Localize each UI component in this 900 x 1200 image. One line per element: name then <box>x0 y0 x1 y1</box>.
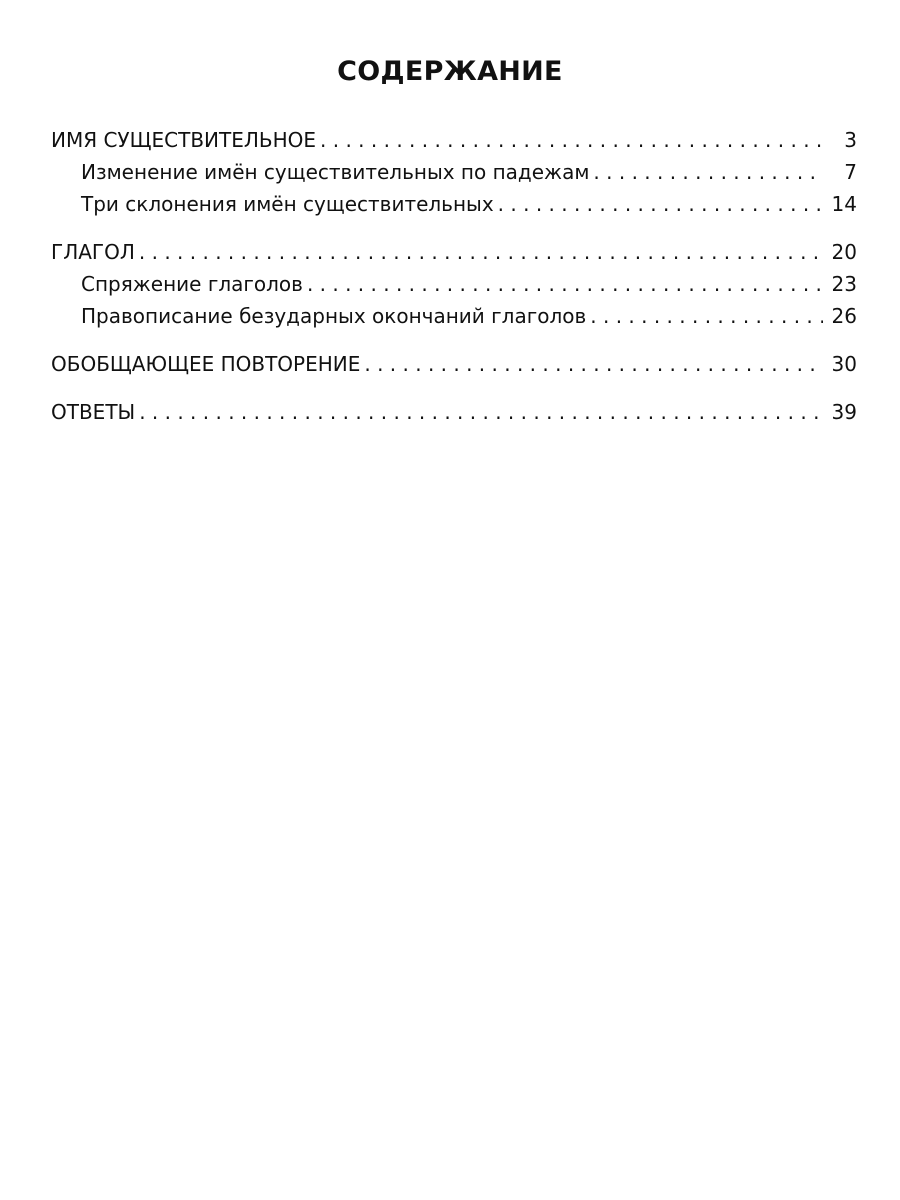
toc-subentry-label: Правописание безударных окончаний глаголов <box>81 304 587 328</box>
dot-leader <box>593 156 823 188</box>
dot-leader <box>364 348 823 380</box>
toc-subentry-page: 7 <box>844 160 857 184</box>
dot-leader <box>307 268 823 300</box>
toc-entry-page: 39 <box>831 400 857 424</box>
toc-entry-page: 20 <box>831 240 857 264</box>
toc-subentry[interactable] <box>51 188 857 220</box>
dot-leader <box>320 124 823 156</box>
dot-leader <box>590 300 823 332</box>
toc-entry-label: ИМЯ СУЩЕСТВИТЕЛЬНОЕ <box>51 128 317 152</box>
toc-subentry-page: 23 <box>831 272 857 296</box>
toc-subentry-page: 26 <box>831 304 857 328</box>
toc-entry[interactable] <box>51 236 857 268</box>
toc-subentry-page: 14 <box>831 192 857 216</box>
toc-entry-label: ОТВЕТЫ <box>51 400 136 424</box>
toc-entry-label: ОБОБЩАЮЩЕЕ ПОВТОРЕНИЕ <box>51 352 361 376</box>
table-of-contents <box>51 124 857 444</box>
toc-section <box>51 236 857 332</box>
toc-subentry[interactable] <box>51 156 857 188</box>
toc-entry-label: ГЛАГОЛ <box>51 240 135 264</box>
dot-leader <box>139 236 823 268</box>
toc-section <box>51 396 857 428</box>
toc-subentry-label: Три склонения имён существительных <box>81 192 494 216</box>
toc-entry[interactable] <box>51 348 857 380</box>
toc-subentry[interactable] <box>51 300 857 332</box>
toc-entry[interactable] <box>51 396 857 428</box>
toc-entry[interactable] <box>51 124 857 156</box>
toc-subentry-label: Спряжение глаголов <box>81 272 303 296</box>
toc-entry-page: 30 <box>831 352 857 376</box>
toc-entry-page: 3 <box>844 128 857 152</box>
toc-section <box>51 124 857 220</box>
toc-subentry[interactable] <box>51 268 857 300</box>
dot-leader <box>498 188 823 220</box>
toc-subentry-label: Изменение имён существительных по падежам <box>81 160 590 184</box>
toc-title: СОДЕРЖАНИЕ <box>337 56 563 87</box>
dot-leader <box>139 396 823 428</box>
toc-section <box>51 348 857 380</box>
